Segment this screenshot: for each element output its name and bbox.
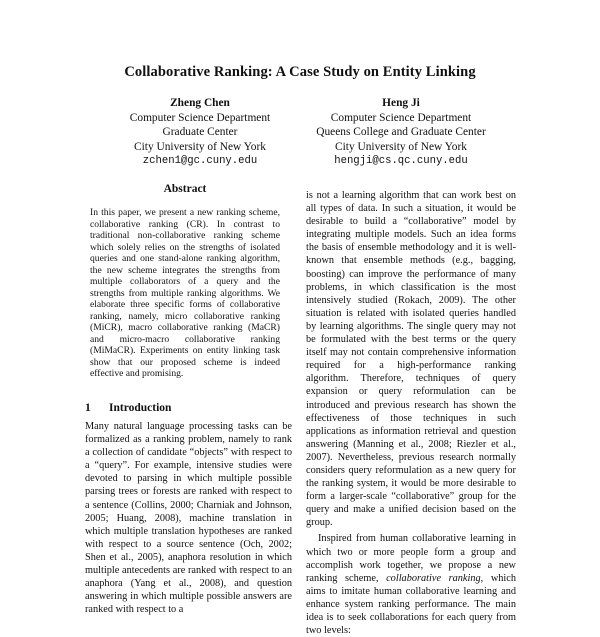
author-name: Zheng Chen bbox=[170, 97, 230, 109]
paper-title: Collaborative Ranking: A Case Study on Entity Linking bbox=[124, 64, 476, 80]
right-column bbox=[306, 189, 516, 637]
author-university: City University of New York bbox=[134, 140, 266, 153]
author-university: City University of New York bbox=[335, 140, 467, 153]
abstract-text: In this paper, we present a new ranking scheme, collaborative ranking (CR). In contrast to traditional non-collaborative ranking scheme which solely relies on the strengths of isolated queries and one stand-alone ranking algorithm, the new scheme integrates the strengths from multiple collaborators of a query and the strengths from multiple ranking algorithms. We elaborate three specific forms of collaborative ranking, namely, micro collaborative ranking (MiCR), macro collaborative ranking (MaCR) and micro-macro collaborative ranking (MiMaCR). Experiments on entity linking task show that our proposed scheme is indeed effective and promising. bbox=[90, 207, 280, 379]
body-paragraph: is not a learning algorithm that can work best on all types of data. In such a situation, it would be desirable to build a “collaborative” model by integrating multiple models. Such an idea forms the basis of ensemble methodology and it is well-known that ensemble methods (e.g., bagging, boosting) can improve the performance of many problems, in which classification is the most intensively studied (Rokach, 2009). The other situation is related with isolated queries handled by learning algorithms. The single query may not be formulated with the best terms or the query itself may not contain comprehensive information required for a high-performance ranking algorithm. Therefore, techniques of query expansion or query reformulation can be introduced and previous research has shown the effectiveness of those techniques in such applications as information retrieval and question answering (Manning et al., 2008; Riezler et al., 2007). Nevertheless, previous research normally considers query reformulation as a new query for the ranking system, it would be more desirable to form a larger-scale “collaborative” group for the query and make a unified decision based on the group. bbox=[306, 190, 516, 529]
paragraph-text: , which aims to imitate human collaborative learning and enhance system ranking performance. The main idea is to seek collaborations for each query from two levels: bbox=[306, 572, 516, 637]
section-number: 1 bbox=[85, 402, 91, 414]
author-institution: Graduate Center bbox=[162, 126, 238, 139]
section-title: Introduction bbox=[109, 402, 172, 414]
author-email: zchen1@gc.cuny.edu bbox=[142, 155, 258, 168]
author-department: Computer Science Department bbox=[129, 111, 271, 124]
section-heading bbox=[85, 402, 171, 414]
emphasized-term: collaborative ranking bbox=[386, 572, 481, 584]
author-institution: Queens College and Graduate Center bbox=[316, 126, 486, 139]
paragraph-text: Inspired from human collaborative learning in which two or more people form a group and accomplish work together, we propose a new ranking scheme, bbox=[306, 533, 516, 584]
author-department: Computer Science Department bbox=[330, 111, 472, 124]
abstract-heading: Abstract bbox=[163, 183, 207, 195]
author-block-1 bbox=[98, 96, 302, 169]
author-name: Heng Ji bbox=[382, 97, 420, 109]
body-paragraph bbox=[306, 532, 516, 637]
author-block-2 bbox=[296, 96, 506, 169]
author-email: hengji@cs.qc.cuny.edu bbox=[334, 155, 468, 168]
introduction-text: Many natural language processing tasks can be formalized as a ranking problem, namely to rank a collection of candidate “objects” with respect to a “query”. For example, intensive studies were devoted to parsing in which multiple possible parsing trees or forests are ranked with respect to a sentence (Collins, 2000; Charniak and Johnson, 2005; Huang, 2008), machine translation in which multiple translation hypotheses are ranked with respect to a source sentence (Och, 2002; Shen et al., 2005), anaphora resolution in which multiple antecedents are ranked with respect to an anaphora (Yang et al., 2008), and question answering in which multiple possible answers are ranked with respect to a bbox=[85, 421, 292, 616]
